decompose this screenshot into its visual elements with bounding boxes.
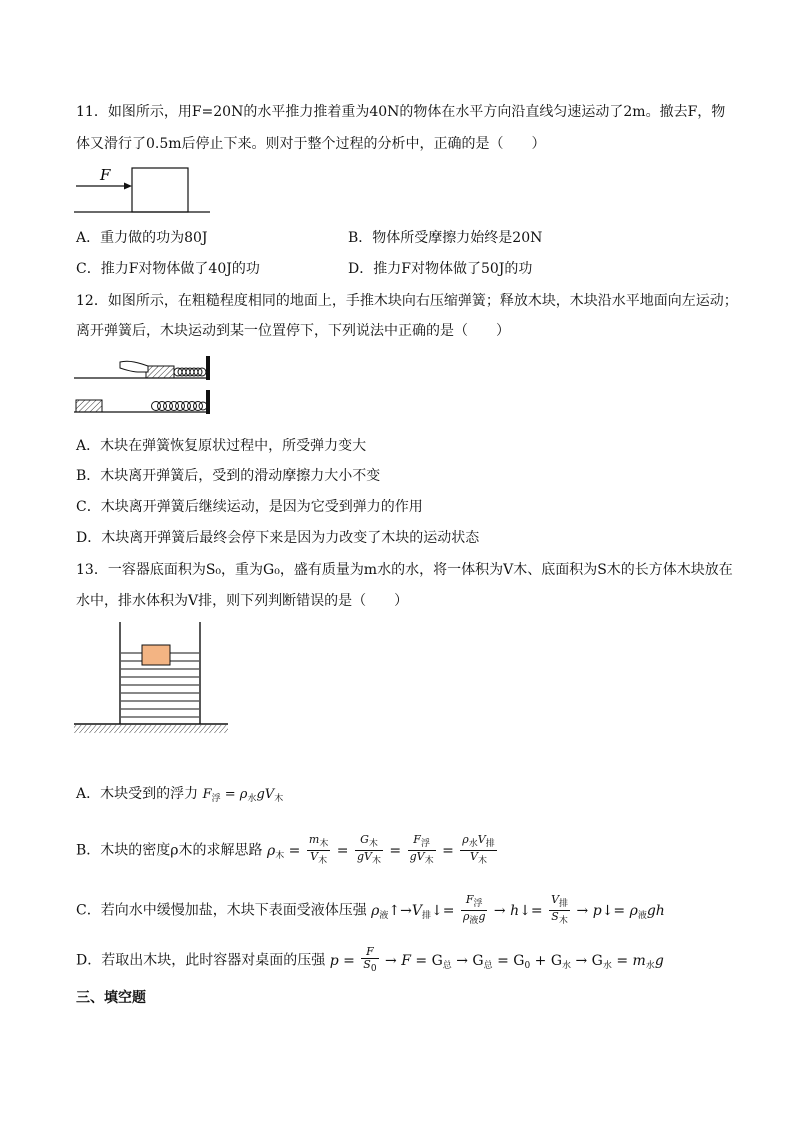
q12-block-bottom	[76, 400, 102, 412]
q11-figure	[74, 162, 214, 218]
q11-option-b[interactable]: B．物体所受摩擦力始终是20N	[348, 230, 543, 246]
q12-option-d[interactable]: D．木块离开弹簧后最终会停下来是因为力改变了木块的运动状态	[76, 530, 480, 546]
q13-option-a[interactable]: A．木块受到的浮力 $F_浮 = \rho_水gV_木$	[76, 786, 284, 804]
q11-arrowhead	[124, 183, 132, 190]
q12-option-b[interactable]: B．木块离开弹簧后，受到的滑动摩擦力大小不变	[76, 468, 381, 484]
q13-wood-block	[142, 645, 170, 665]
q13-ground-hatch	[74, 725, 228, 733]
q13-figure	[74, 620, 234, 740]
q12-line2: 离开弹簧后，木块运动到某一位置停下，下列说法中正确的是（ ）	[76, 323, 510, 339]
q12-figure	[74, 354, 214, 418]
q13-option-a-formula: $F_浮 = \rho_水gV_木$	[202, 787, 284, 804]
section-3-heading: 三、填空题	[76, 990, 146, 1006]
q11-force-label: F	[100, 166, 111, 184]
q12-block-top	[146, 366, 174, 378]
q13-option-b[interactable]: B．木块的密度ρ木的求解思路 $\rho_木$ = $\frac{m_木}{V_木}$ = $\frac{G_木}{gV_木}$ = $\frac{F_浮}{gV_木}$ = $\frac{\rho_水V_排}{V_木}$	[76, 834, 499, 869]
q12-wall-top	[206, 356, 210, 380]
q13-option-c-formula: $\rho_液↑\to V_排↓=$ $\frac{F_浮}{\rho_液g}$ → h↓= $\frac{V_排}{S_木}$ → p↓= $\rho_液gh$	[371, 893, 665, 926]
q12-option-a[interactable]: A．木块在弹簧恢复原状过程中，所受弹力变大	[76, 438, 367, 454]
q13-line1: 13．一容器底面积为S₀，重为G₀，盛有质量为m水的水，将一体积为V木、底面积为S木的长方体木块放在	[76, 562, 733, 578]
q11-option-a[interactable]: A．重力做的功为80J	[76, 230, 208, 246]
q12-spring-compressed	[174, 368, 206, 376]
q13-line2: 水中，排水体积为V排，则下列判断错误的是（ ）	[76, 593, 409, 609]
q12-wall-bottom	[206, 390, 210, 414]
q11-block	[132, 168, 188, 212]
q12-option-c[interactable]: C．木块离开弹簧后继续运动，是因为它受到弹力的作用	[76, 499, 423, 515]
q13-option-b-formula: $\rho_木$ = $\frac{m_木}{V_木}$ = $\frac{G_木}{gV_木}$ = $\frac{F_浮}{gV_木}$ = $\frac{\rho_水V_排}{V_木}$	[266, 833, 495, 866]
q13-option-c[interactable]: C．若向水中缓慢加盐，木块下表面受液体压强 $\rho_液↑\to V_排↓=$ $\frac{F_浮}{\rho_液g}$ → h↓= $\frac{V_排}{S_木}$ → p↓= $\rho_液gh$	[76, 893, 665, 926]
q13-option-d[interactable]: D．若取出木块，此时容器对桌面的压强 p = $\frac{F}{S_0}$ → $F = G_总 \to G_总 = G_0 + G_水 \to G_水 = m_水g$	[76, 945, 664, 974]
q12-line1: 12．如图所示，在粗糙程度相同的地面上，手推木块向右压缩弹簧；释放木块，木块沿水平地面向左运动；	[76, 293, 738, 309]
q13-option-d-formula: p = $\frac{F}{S_0}$ → $F = G_总 \to G_总 = G_0 + G_水 \to G_水 = m_水g$	[329, 945, 664, 974]
q12-hand-icon	[120, 361, 148, 372]
q11-option-c[interactable]: C．推力F对物体做了40J的功	[76, 261, 260, 277]
q11-line1: 11．如图所示，用F=20N的水平推力推着重为40N的物体在水平方向沿直线匀速运动了2m。撤去F，物	[76, 104, 726, 120]
q12-spring-relaxed	[152, 402, 208, 411]
q11-line2: 体又滑行了0.5m后停止下来。则对于整个过程的分析中，正确的是（ ）	[76, 136, 546, 152]
q11-option-d[interactable]: D．推力F对物体做了50J的功	[348, 261, 533, 277]
